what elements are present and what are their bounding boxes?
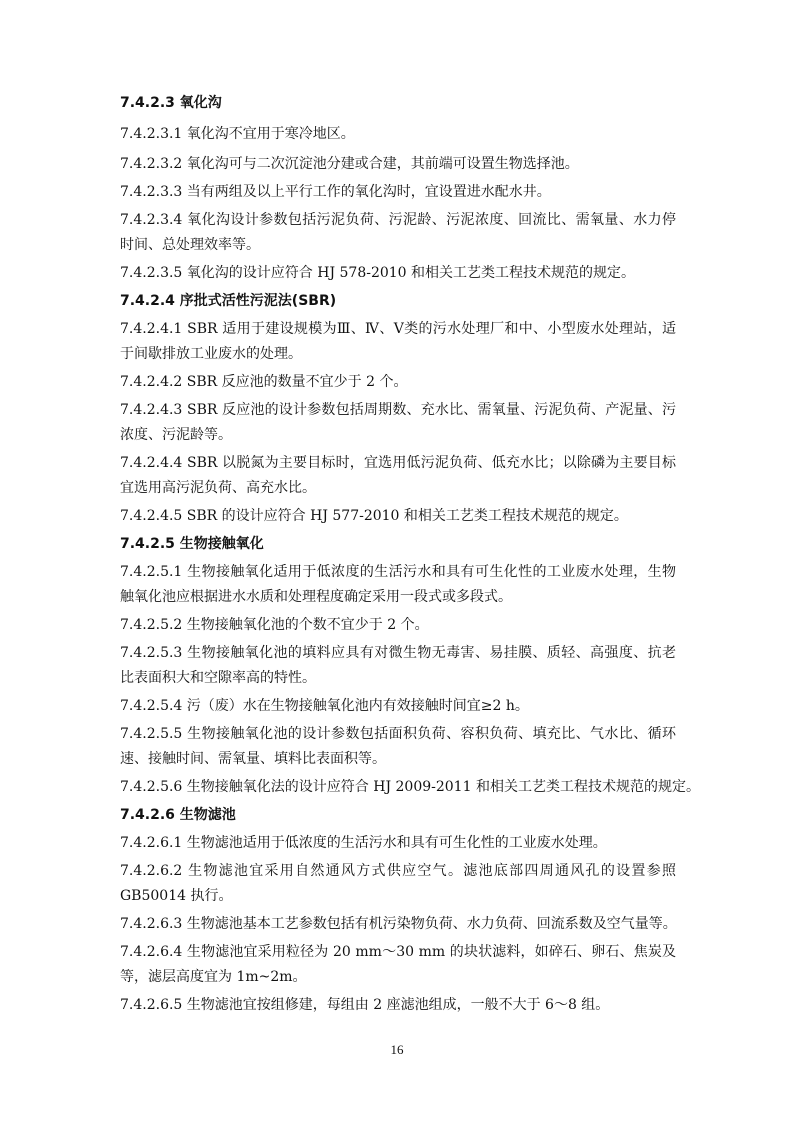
- clause-7-4-2-5-1: 7.4.2.5.1 生物接触氧化适用于低浓度的生活污水和具有可生化性的工业废水处理，生物: [120, 564, 676, 580]
- clause-7-4-2-6-4: 7.4.2.6.4 生物滤池宜采用粒径为 20 mm～30 mm 的块状滤料，如碎石、卵石、焦炭及: [120, 944, 676, 960]
- clause-7-4-2-3-1: 7.4.2.3.1 氧化沟不宜用于寒冷地区。: [120, 126, 355, 142]
- clause-7-4-2-3-4-cont: 时间、总处理效率等。: [120, 237, 260, 253]
- clause-7-4-2-5-6: 7.4.2.5.6 生物接触氧化法的设计应符合 HJ 2009-2011 和相关工艺类工程技术规范的规定。: [120, 779, 700, 795]
- clause-7-4-2-5-4: 7.4.2.5.4 污（废）水在生物接触氧化池内有效接触时间宜≥2 h。: [120, 698, 529, 714]
- clause-7-4-2-4-2: 7.4.2.4.2 SBR 反应池的数量不宜少于 2 个。: [120, 374, 408, 390]
- clause-7-4-2-4-1-cont: 于间歇排放工业废水的处理。: [120, 346, 302, 362]
- section-heading-biological-filter: 7.4.2.6 生物滤池: [120, 807, 236, 823]
- clause-7-4-2-3-2: 7.4.2.3.2 氧化沟可与二次沉淀池分建或合建，其前端可设置生物选择池。: [120, 156, 579, 172]
- clause-7-4-2-6-3: 7.4.2.6.3 生物滤池基本工艺参数包括有机污染物负荷、水力负荷、回流系数及空气量等。: [120, 916, 677, 932]
- clause-7-4-2-5-3: 7.4.2.5.3 生物接触氧化池的填料应具有对微生物无毒害、易挂膜、质轻、高强度、抗老: [120, 645, 676, 661]
- section-heading-biological-contact-oxidation: 7.4.2.5 生物接触氧化: [120, 536, 264, 552]
- clause-7-4-2-6-1: 7.4.2.6.1 生物滤池适用于低浓度的生活污水和具有可生化性的工业废水处理。: [120, 835, 607, 851]
- clause-7-4-2-3-4: 7.4.2.3.4 氧化沟设计参数包括污泥负荷、污泥龄、污泥浓度、回流比、需氧量、水力停: [120, 212, 676, 228]
- clause-7-4-2-6-2-cont: GB50014 执行。: [120, 888, 233, 904]
- clause-7-4-2-5-3-cont: 比表面积大和空隙率高的特性。: [120, 670, 316, 686]
- clause-7-4-2-6-4-cont: 等，滤层高度宜为 1m~2m。: [120, 969, 307, 985]
- clause-7-4-2-6-5: 7.4.2.6.5 生物滤池宜按组修建，每组由 2 座滤池组成，一般不大于 6～8 组。: [120, 997, 610, 1013]
- clause-7-4-2-5-2: 7.4.2.5.2 生物接触氧化池的个数不宜少于 2 个。: [120, 617, 429, 633]
- clause-7-4-2-5-5-cont: 速、接触时间、需氧量、填料比表面积等。: [120, 751, 386, 767]
- clause-7-4-2-3-5: 7.4.2.3.5 氧化沟的设计应符合 HJ 578-2010 和相关工艺类工程技术规范的规定。: [120, 265, 636, 281]
- clause-7-4-2-3-3: 7.4.2.3.3 当有两组及以上平行工作的氧化沟时，宜设置进水配水井。: [120, 184, 551, 200]
- clause-7-4-2-6-2: 7.4.2.6.2 生物滤池宜采用自然通风方式供应空气。滤池底部四周通风孔的设置参照: [120, 863, 676, 879]
- section-heading-oxidation-ditch: 7.4.2.3 氧化沟: [120, 95, 222, 111]
- page-number: 16: [390, 1042, 404, 1057]
- clause-7-4-2-4-4-cont: 宜选用高污泥负荷、高充水比。: [120, 480, 316, 496]
- clause-7-4-2-4-3-cont: 浓度、污泥龄等。: [120, 427, 232, 443]
- clause-7-4-2-5-1-cont: 触氧化池应根据进水水质和处理程度确定采用一段式或多段式。: [120, 589, 512, 605]
- clause-7-4-2-5-5: 7.4.2.5.5 生物接触氧化池的设计参数包括面积负荷、容积负荷、填充比、气水比、循环: [120, 726, 676, 742]
- clause-7-4-2-4-4: 7.4.2.4.4 SBR 以脱氮为主要目标时，宜选用低污泥负荷、低充水比；以除磷为主要目标: [120, 455, 676, 471]
- section-heading-sbr: 7.4.2.4 序批式活性污泥法(SBR): [120, 293, 337, 309]
- clause-7-4-2-4-1: 7.4.2.4.1 SBR 适用于建设规模为Ⅲ、Ⅳ、Ⅴ类的污水处理厂和中、小型废水处理站，适: [120, 321, 676, 337]
- clause-7-4-2-4-3: 7.4.2.4.3 SBR 反应池的设计参数包括周期数、充水比、需氧量、污泥负荷、产泥量、污: [120, 402, 676, 418]
- clause-7-4-2-4-5: 7.4.2.4.5 SBR 的设计应符合 HJ 577-2010 和相关工艺类工程技术规范的规定。: [120, 508, 628, 524]
